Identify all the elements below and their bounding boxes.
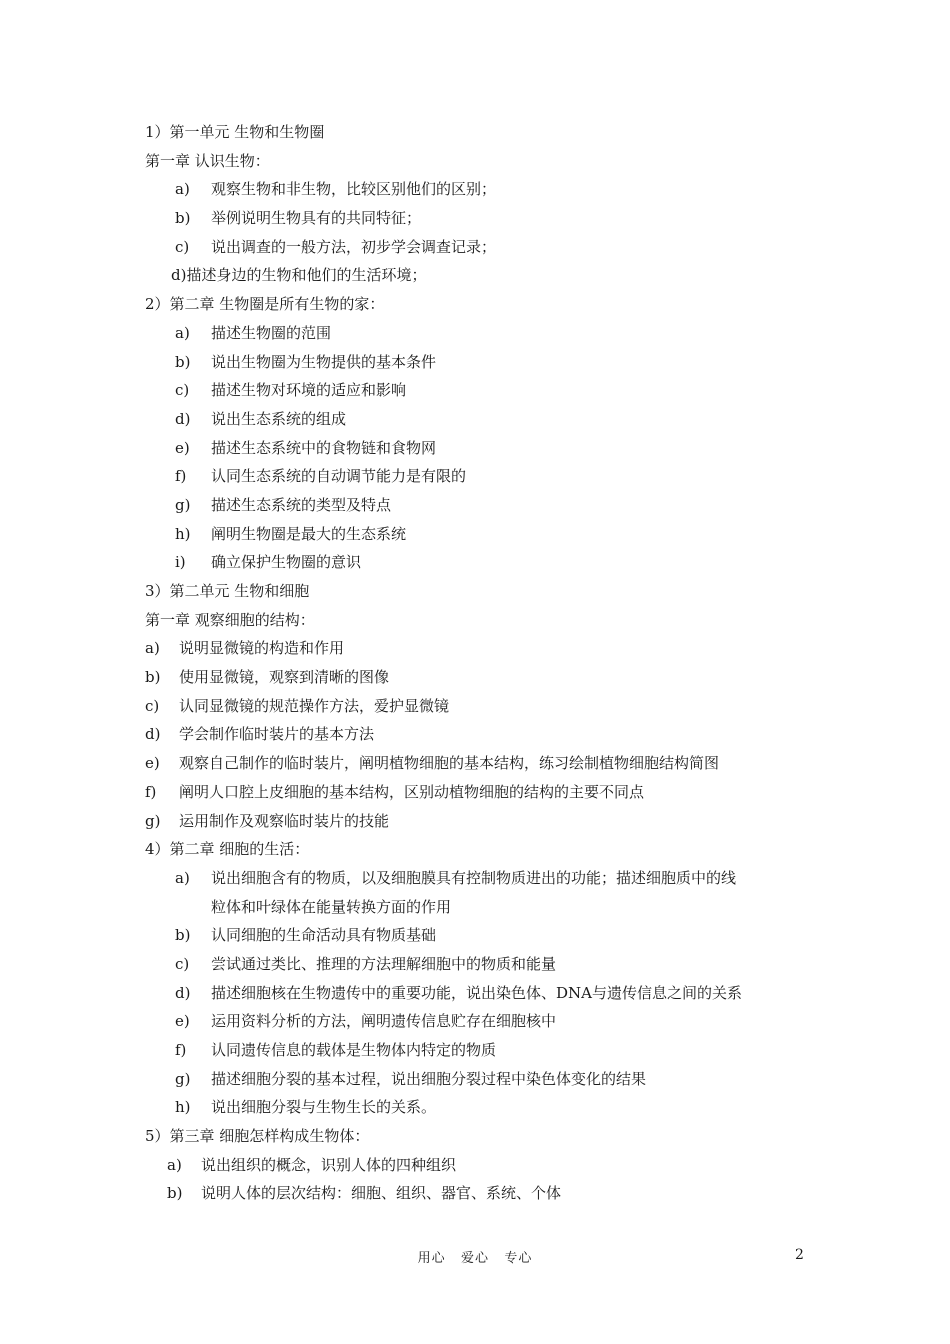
section-heading: d)描述身边的生物和他们的生活环境； [171, 266, 427, 285]
list-item-text: 描述细胞核在生物遗传中的重要功能，说出染色体、DNA与遗传信息之间的关系 [211, 983, 742, 1002]
list-item-text: 举例说明生物具有的共同特征； [211, 209, 422, 228]
list-item [145, 950, 825, 979]
section-heading: 1）第一单元 生物和生物圈 [145, 123, 325, 141]
list-marker: a) [175, 180, 190, 199]
list-item [145, 1151, 825, 1180]
list-item [145, 348, 825, 377]
list-item [145, 749, 825, 778]
section-heading: 第一章 认识生物： [145, 151, 270, 170]
list-item [145, 376, 825, 405]
list-item-text: 观察自己制作的临时装片，阐明植物细胞的基本结构，练习绘制植物细胞结构简图 [179, 754, 720, 773]
list-marker: a) [175, 323, 190, 342]
list-item [145, 548, 825, 577]
list-item [145, 520, 825, 549]
list-item-text: 确立保护生物圈的意识 [211, 553, 362, 572]
list-marker: g) [175, 495, 191, 514]
list-item [145, 864, 825, 893]
list-item [145, 1007, 825, 1036]
list-item-text: 认同细胞的生命活动具有物质基础 [211, 926, 437, 945]
list-item-text: 使用显微镜，观察到清晰的图像 [179, 668, 390, 687]
list-item-text: 认同遗传信息的载体是生物体内特定的物质 [211, 1041, 497, 1059]
list-marker: b) [175, 926, 191, 945]
list-item-text: 说明人体的层次结构：细胞、组织、器官、系统、个体 [201, 1184, 562, 1203]
list-marker: b) [145, 668, 161, 687]
list-item-text: 阐明人口腔上皮细胞的基本结构，区别动植物细胞的结构的主要不同点 [179, 782, 645, 801]
list-item-text: 说出调查的一般方法，初步学会调查记录； [211, 237, 497, 256]
list-item-text: 说出生物圈为生物提供的基本条件 [211, 352, 437, 371]
list-marker: c) [175, 381, 190, 400]
list-item [145, 979, 825, 1008]
list-item [145, 634, 825, 663]
list-item [145, 175, 825, 204]
section-heading: 3）第二单元 生物和细胞 [145, 582, 310, 600]
footer-motto: 用心 爱心 专心 [417, 1251, 533, 1266]
list-item [145, 1065, 825, 1094]
list-item-text: 说明显微镜的构造和作用 [179, 639, 345, 658]
list-item-text: 说出细胞分裂与生物生长的关系。 [211, 1098, 437, 1117]
list-item [145, 434, 825, 463]
list-item-text: 说出细胞含有的物质，以及细胞膜具有控制物质进出的功能；描述细胞质中的线 [211, 868, 737, 887]
list-marker: f) [145, 782, 157, 801]
list-item-text: 描述生物对环境的适应和影响 [211, 381, 407, 400]
section-heading: 4）第二章 细胞的生活： [145, 840, 310, 859]
list-item-text: 说出生态系统的组成 [211, 409, 347, 428]
list-item-text: 阐明生物圈是最大的生态系统 [211, 524, 407, 543]
section-heading: 2）第二章 生物圈是所有生物的家： [145, 295, 385, 314]
list-marker: c) [145, 696, 160, 715]
list-marker: b) [175, 209, 191, 228]
list-marker: d) [175, 409, 191, 428]
list-item-text: 说出组织的概念，识别人体的四种组织 [201, 1155, 457, 1174]
list-item-text: 尝试通过类比、推理的方法理解细胞中的物质和能量 [211, 954, 557, 973]
list-item [145, 204, 825, 233]
list-item-text: 描述生态系统的类型及特点 [211, 495, 392, 514]
document-body [145, 118, 825, 1208]
list-marker: a) [167, 1155, 182, 1174]
list-marker: a) [145, 639, 160, 658]
list-item [145, 1093, 825, 1122]
list-item [145, 921, 825, 950]
page-number: 2 [795, 1247, 804, 1263]
list-marker: g) [145, 811, 161, 830]
list-marker: c) [175, 237, 190, 256]
list-marker: e) [175, 1012, 190, 1031]
list-marker: b) [175, 352, 191, 371]
list-item [145, 692, 825, 721]
list-item [145, 663, 825, 692]
list-item-text: 运用资料分析的方法，阐明遗传信息贮存在细胞核中 [211, 1012, 557, 1031]
list-item-text: 描述生态系统中的食物链和食物网 [211, 438, 437, 457]
list-marker: b) [167, 1184, 183, 1203]
list-marker: e) [145, 754, 160, 773]
list-marker: c) [175, 954, 190, 973]
section-heading: 5）第三章 细胞怎样构成生物体： [145, 1127, 370, 1146]
section-heading: 第一章 观察细胞的结构： [145, 610, 315, 629]
list-item [145, 778, 825, 807]
list-item [145, 462, 825, 491]
list-item [145, 720, 825, 749]
list-item-text: 描述细胞分裂的基本过程，说出细胞分裂过程中染色体变化的结果 [211, 1069, 647, 1088]
list-item [145, 491, 825, 520]
list-item-text: 观察生物和非生物，比较区别他们的区别； [211, 180, 497, 199]
list-item [145, 405, 825, 434]
list-marker: d) [175, 983, 191, 1002]
list-item-text: 认同生态系统的自动调节能力是有限的 [211, 467, 467, 486]
list-item [145, 233, 825, 262]
list-marker: f) [175, 467, 187, 486]
list-marker: a) [175, 868, 190, 887]
list-item [145, 1179, 825, 1208]
list-item-text: 认同显微镜的规范操作方法，爱护显微镜 [179, 696, 450, 715]
list-item-continuation: 粒体和叶绿体在能量转换方面的作用 [211, 897, 452, 916]
list-marker: f) [175, 1041, 187, 1059]
list-marker: d) [145, 725, 161, 744]
list-marker: h) [175, 1098, 191, 1117]
list-marker: i) [175, 553, 186, 572]
list-item [145, 1036, 825, 1065]
list-item-text: 描述生物圈的范围 [211, 323, 332, 342]
list-marker: h) [175, 524, 191, 543]
list-marker: e) [175, 438, 190, 457]
list-marker: g) [175, 1069, 191, 1088]
list-item-text: 学会制作临时装片的基本方法 [179, 725, 375, 744]
list-item-text: 运用制作及观察临时装片的技能 [179, 811, 390, 830]
list-item [145, 807, 825, 836]
list-item [145, 319, 825, 348]
